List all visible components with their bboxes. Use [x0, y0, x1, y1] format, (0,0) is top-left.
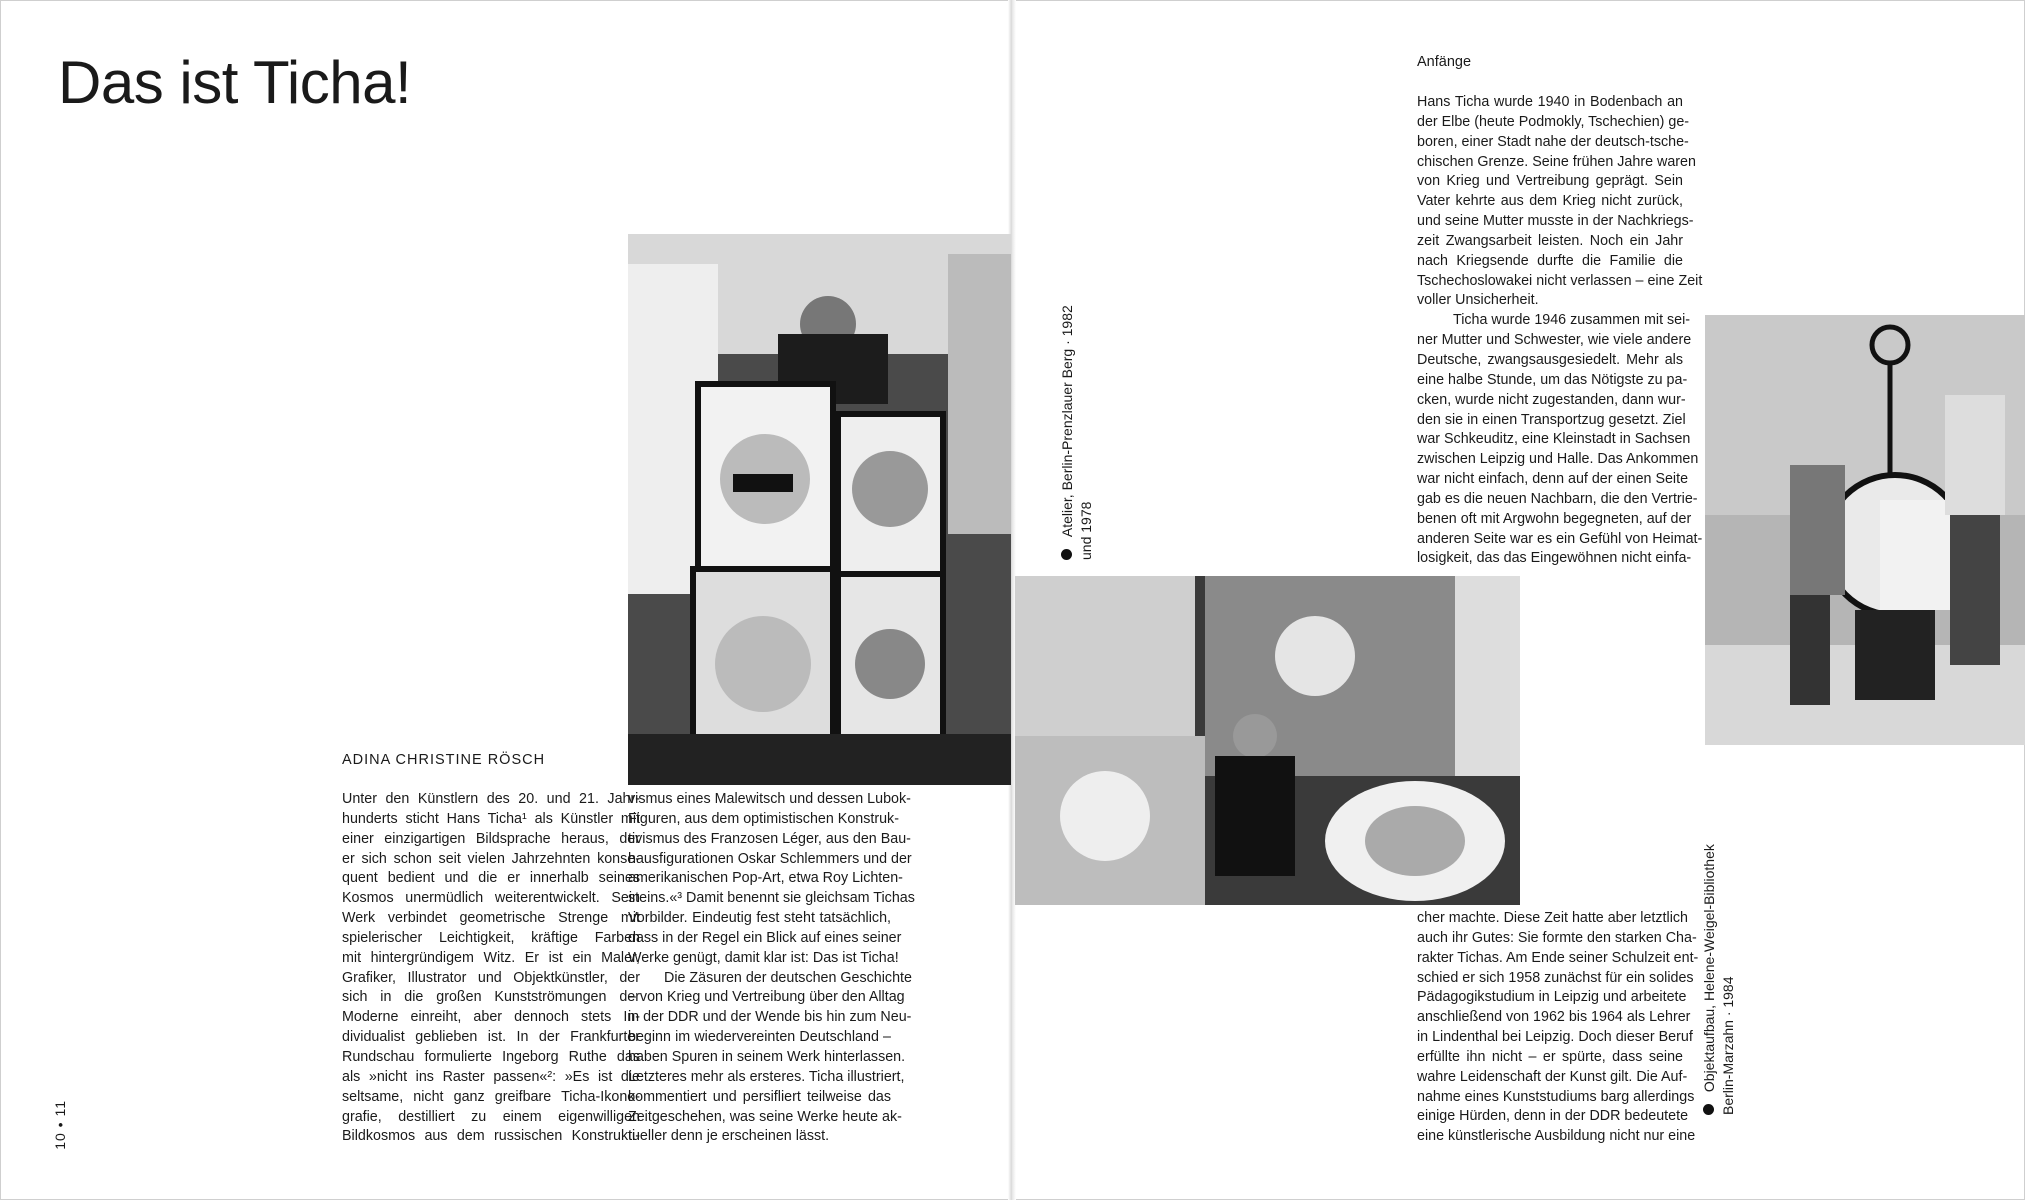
photo-atelier-portrait	[628, 234, 1011, 785]
text-line: Die Zäsuren der deutschen Geschichte	[664, 969, 912, 986]
page-numbers: 10 • 11	[52, 1100, 68, 1150]
photo-caption-atelier	[1058, 305, 1096, 560]
text-line: seltsame, nicht ganz greifbare Ticha-Ikono-	[342, 1088, 640, 1105]
text-line: mit hintergründigem Witz. Er ist ein Maler,	[342, 949, 640, 966]
text-line: tivismus des Franzosen Léger, aus den Bau-	[628, 830, 911, 847]
text-line: Pädagogikstudium in Leipzig und arbeitete	[1417, 989, 1687, 1006]
text-line: nahme eines Kunststudiums barg allerdings	[1417, 1088, 1695, 1105]
caption-line: Berlin-Marzahn · 1984	[1720, 976, 1736, 1115]
text-line: anderen Seite war es ein Gefühl von Heimat-	[1417, 530, 1703, 547]
text-line: Vater kehrte aus dem Krieg nicht zurück,	[1417, 193, 1683, 210]
section-heading: Anfänge	[1417, 54, 1472, 70]
text-line: cher machte. Diese Zeit hatte aber letztlich	[1417, 910, 1688, 926]
text-line: zeit Zwangsarbeit leisten. Noch ein Jahr	[1417, 232, 1683, 249]
text-line: gab es die neuen Nachbarn, die den Vertrie-	[1417, 490, 1698, 507]
text-line: Zeitgeschehen, was seine Werke heute ak-	[628, 1108, 902, 1125]
text-line: wahre Leidenschaft der Kunst gilt. Die Auf-	[1417, 1068, 1688, 1085]
text-line: ner Mutter und Schwester, wie viele andere	[1417, 332, 1692, 349]
text-line: boren, einer Stadt nahe der deutsch-tsche-	[1417, 133, 1689, 150]
text-line: auch ihr Gutes: Sie formte den starken Cha-	[1417, 929, 1697, 946]
text-line: und seine Mutter musste in der Nachkriegs-	[1417, 213, 1694, 230]
body-column-1	[342, 790, 640, 1147]
text-line: hunderts sticht Hans Ticha¹ als Künstler mit	[342, 810, 640, 827]
text-line: den sie in einen Transportzug gesetzt. Ziel	[1417, 411, 1686, 428]
bullet-dot-icon	[1062, 549, 1073, 560]
text-line: Vorbilder. Eindeutig fest steht tatsächlich,	[628, 910, 891, 927]
text-line: steins.«³ Damit benennt sie gleichsam Tichas	[628, 890, 915, 907]
text-line: zwischen Leipzig und Halle. Das Ankommen	[1417, 451, 1699, 468]
text-line: Ticha wurde 1946 zusammen mit sei-	[1453, 312, 1691, 329]
text-line: dass in der Regel ein Blick auf eines seiner	[628, 929, 902, 946]
text-line: in Lindenthal bei Leipzig. Doch dieser Beruf	[1417, 1029, 1693, 1046]
text-line: vismus eines Malewitsch und dessen Lubok-	[628, 791, 911, 807]
text-line: dividualist geblieben ist. In der Frankfurter	[342, 1029, 640, 1046]
text-line: amerikanischen Pop-Art, etwa Roy Lichten-	[628, 870, 903, 887]
text-line: – von Krieg und Vertreibung über den Alltag	[628, 989, 905, 1006]
text-line: erfüllte ihn nicht – er spürte, dass seine	[1417, 1048, 1683, 1065]
text-line: einige Hürden, denn in der DDR bedeutete	[1417, 1108, 1689, 1125]
photo-atelier-paintings	[1015, 576, 1520, 905]
text-line: Deutsche, zwangsausgesiedelt. Mehr als	[1417, 351, 1683, 368]
text-line: rakter Tichas. Am Ende seiner Schulzeit ent-	[1417, 949, 1699, 966]
photo-caption-object	[1700, 765, 1738, 1115]
text-line: hausfigurationen Oskar Schlemmers und der	[628, 850, 912, 867]
text-line: chischen Grenze. Seine frühen Jahre waren	[1417, 153, 1696, 170]
text-line: schied er sich 1958 zunächst für ein solides	[1417, 969, 1694, 986]
text-line: nach Kriegsende durfte die Familie die	[1417, 252, 1683, 269]
text-line: sich in die großen Kunstströmungen der	[342, 989, 640, 1006]
text-line: haben Spuren in seinem Werk hinterlassen.	[628, 1048, 906, 1065]
text-line: in der DDR und der Wende bis hin zum Neu-	[628, 1009, 912, 1026]
text-line: anschließend von 1962 bis 1964 als Lehrer	[1417, 1009, 1691, 1026]
text-line: quent bedient und die er innerhalb seines	[342, 870, 640, 887]
text-line: beginn im wiedervereinten Deutschland –	[628, 1029, 891, 1046]
text-line: Rundschau formulierte Ingeborg Ruthe das	[342, 1048, 640, 1065]
text-line: Grafiker, Illustrator und Objektkünstler, der	[342, 969, 640, 986]
caption-line: Atelier, Berlin-Prenzlauer Berg · 1982	[1059, 305, 1075, 538]
text-line: Moderne einreiht, aber dennoch stets In-	[342, 1009, 640, 1026]
text-line: voller Unsicherheit.	[1417, 292, 1539, 309]
text-line: eine halbe Stunde, um das Nötigste zu pa-	[1417, 371, 1688, 388]
text-line: Bildkosmos aus dem russischen Konstrukti-	[342, 1128, 640, 1145]
body-column-right-top	[1417, 93, 1703, 569]
caption-line: und 1978	[1078, 501, 1094, 560]
text-line: von Krieg und Vertreibung geprägt. Sein	[1417, 173, 1683, 190]
text-line: Letzteres mehr als ersteres. Ticha illustriert,	[628, 1068, 905, 1085]
page-title: Das ist Ticha!	[58, 49, 412, 116]
text-line: Hans Ticha wurde 1940 in Bodenbach an	[1417, 94, 1683, 110]
text-line: Werk verbindet geometrische Strenge mit	[342, 910, 640, 927]
text-line: Tschechoslowakei nicht verlassen – eine Zeit	[1417, 272, 1703, 289]
text-line: cken, wurde nicht zugestanden, dann wur-	[1417, 391, 1686, 408]
text-line: er sich schon seit vielen Jahrzehnten konse-	[342, 850, 640, 867]
text-line: losigkeit, das das Eingewöhnen nicht einfa-	[1417, 550, 1692, 567]
text-line: Kosmos unermüdlich weiterentwickelt. Sein	[342, 890, 640, 907]
text-line: war Schkeuditz, eine Kleinstadt in Sachsen	[1417, 431, 1691, 448]
text-line: kommentiert und persifliert teilweise das	[628, 1088, 891, 1105]
text-line: Figuren, aus dem optimistischen Konstruk-	[628, 810, 899, 827]
text-line: Unter den Künstlern des 20. und 21. Jahr-	[342, 791, 640, 807]
text-line: eine künstlerische Ausbildung nicht nur eine	[1417, 1128, 1696, 1145]
text-line: Werke genügt, damit klar ist: Das ist Ticha!	[628, 949, 899, 966]
text-line: war nicht einfach, denn auf der einen Seite	[1417, 471, 1689, 488]
text-line: benen oft mit Argwohn begegneten, auf der	[1417, 510, 1692, 527]
text-line: spielerischer Leichtigkeit, kräftige Farben	[342, 929, 640, 946]
body-column-2	[628, 790, 915, 1147]
text-line: einer einzigartigen Bildsprache heraus, der	[342, 830, 640, 847]
bullet-dot-icon	[1704, 1104, 1715, 1115]
text-line: grafie, destilliert zu einem eigenwilligen	[342, 1108, 640, 1125]
author-name: ADINA CHRISTINE RÖSCH	[342, 752, 546, 768]
caption-line: Objektaufbau, Helene-Weigel-Bibliothek	[1701, 844, 1717, 1093]
text-line: als »nicht ins Raster passen«²: »Es ist die	[342, 1068, 640, 1085]
text-line: tueller denn je erscheinen lässt.	[628, 1128, 830, 1145]
text-line: der Elbe (heute Podmokly, Tschechien) ge-	[1417, 113, 1690, 130]
photo-object-assembly	[1705, 315, 2025, 745]
body-column-right-bottom	[1417, 909, 1699, 1147]
